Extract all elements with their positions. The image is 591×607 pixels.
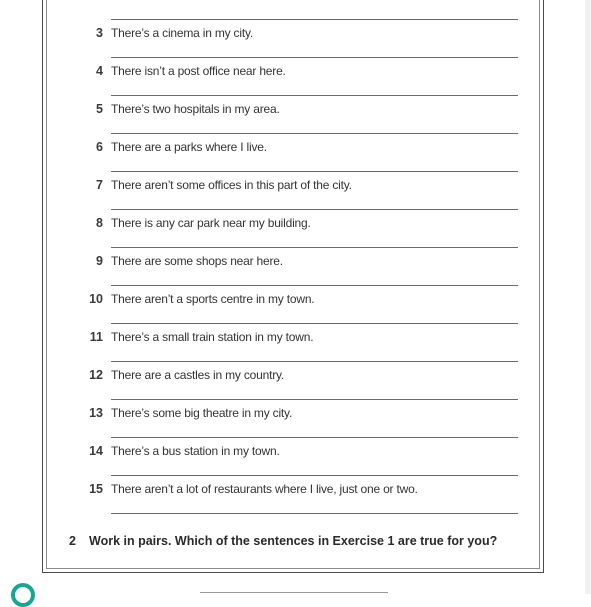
item-number: 12 [89,368,103,382]
exercise-2-number: 2 [69,534,76,548]
page-number-badge-icon [11,583,35,607]
item-sentence: There’s some big theatre in my city. [111,406,293,420]
answer-line[interactable] [111,209,518,210]
item-number: 8 [96,216,103,230]
answer-line[interactable] [111,57,518,58]
answer-line[interactable] [111,133,518,134]
item-sentence: There aren’t a lot of restaurants where I live, just one or two. [111,482,418,496]
item-number: 6 [96,140,103,154]
answer-line[interactable] [111,95,518,96]
answer-line[interactable] [111,323,518,324]
item-sentence: There are some shops near here. [111,254,283,268]
exercise-2-text: Work in pairs. Which of the sentences in Exercise 1 are true for you? [89,534,498,548]
page-edge-shadow [585,0,591,594]
answer-line[interactable] [111,19,518,20]
item-sentence: There’s a bus station in my town. [111,444,280,458]
item-sentence: There’s a small train station in my town. [111,330,314,344]
item-number: 13 [89,406,103,420]
footer-rule [200,592,388,593]
item-sentence: There are a parks where I live. [111,140,267,154]
answer-line[interactable] [111,285,518,286]
answer-line[interactable] [111,513,518,514]
item-number: 11 [89,330,103,344]
answer-line[interactable] [111,171,518,172]
item-sentence: There’s two hospitals in my area. [111,102,280,116]
answer-line[interactable] [111,247,518,248]
item-number: 14 [89,444,103,458]
item-number: 9 [96,254,103,268]
item-number: 3 [96,26,103,40]
item-sentence: There are a castles in my country. [111,368,285,382]
item-sentence: There aren’t a sports centre in my town. [111,292,315,306]
item-sentence: There is any car park near my building. [111,216,311,230]
answer-line[interactable] [111,437,518,438]
item-number: 10 [89,292,103,306]
exercise-2-instruction [69,534,497,548]
answer-line[interactable] [111,361,518,362]
item-number: 4 [96,64,103,78]
item-number: 15 [89,482,103,496]
item-number: 7 [96,178,103,192]
item-sentence: There aren’t some offices in this part of the city. [111,178,352,192]
item-sentence: There isn’t a post office near here. [111,64,286,78]
answer-line[interactable] [111,399,518,400]
answer-line[interactable] [111,475,518,476]
item-sentence: There’s a cinema in my city. [111,26,254,40]
item-number: 5 [96,102,103,116]
